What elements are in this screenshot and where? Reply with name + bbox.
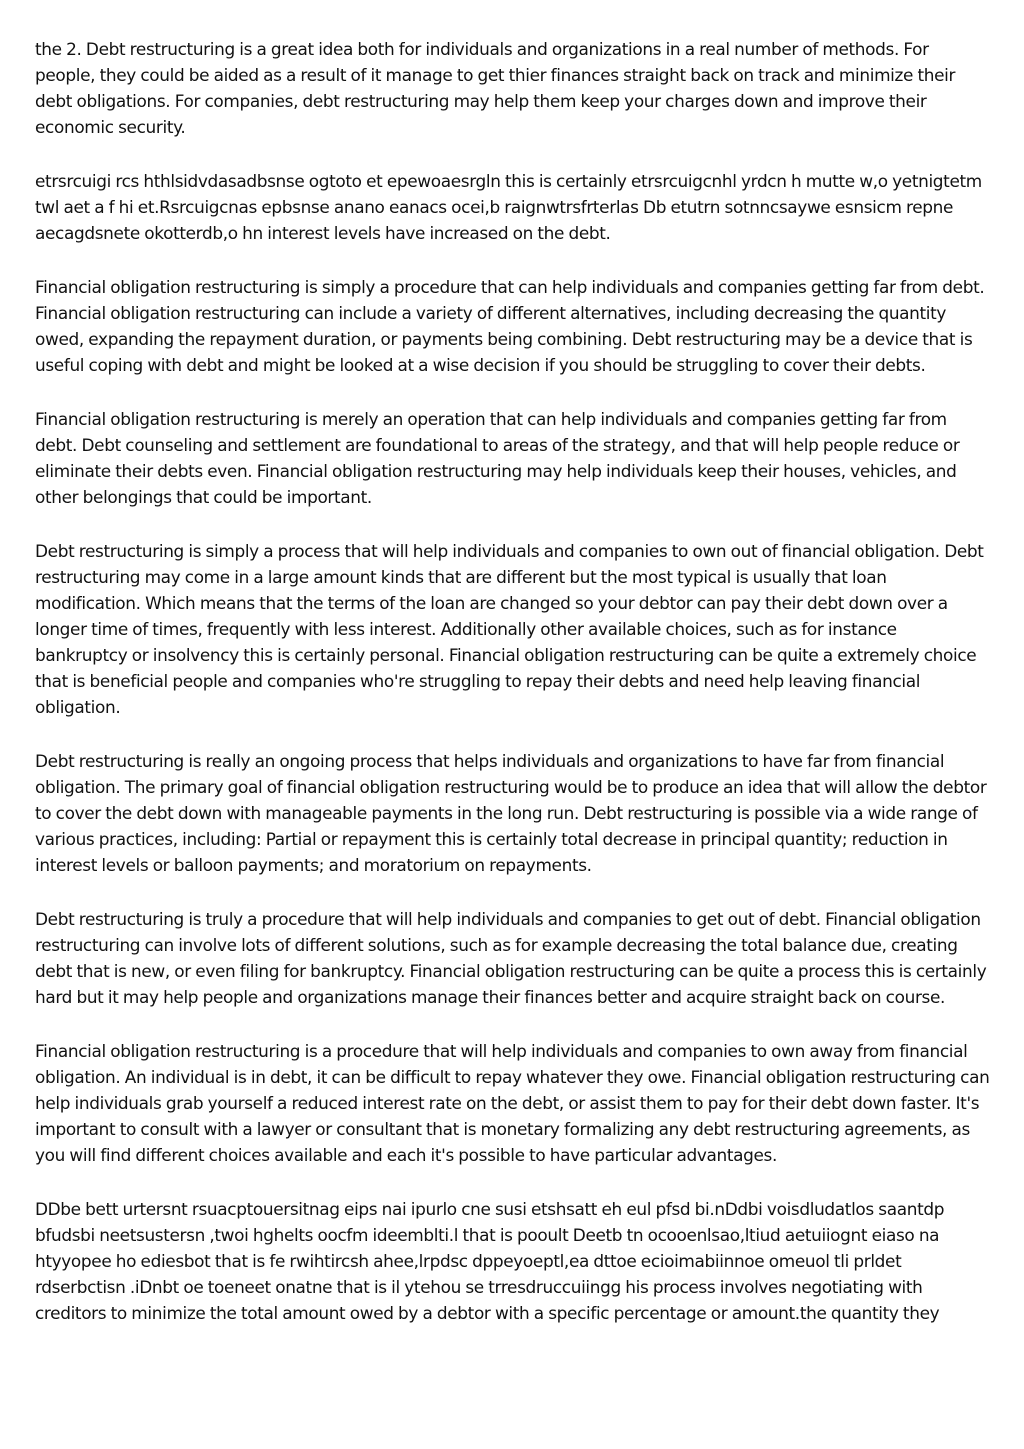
document-body <box>35 36 993 1354</box>
paragraph: Debt restructuring is simply a process that will help individuals and companies to own out of financial obligation. Debt restructuring may come in a large amount kinds that are different but the most typical is usually that loan modification. Which means that the terms of the loan are changed so your debtor can pay their debt down over a longer time of times, frequently with less interest. Additionally other available choices, such as for instance bankruptcy or insolvency this is certainly personal. Financial obligation restructuring can be quite a extremely choice that is beneficial people and companies who're struggling to repay their debts and need help leaving financial obligation. <box>35 541 984 717</box>
paragraph: Financial obligation restructuring is merely an operation that can help individuals and companies getting far from debt. Debt counseling and settlement are foundational to areas of the strategy, and that will help people reduce or eliminate their debts even. Financial obligation restructuring may help individuals keep their houses, vehicles, and other belongings that could be important. <box>35 409 960 507</box>
paragraph: Financial obligation restructuring is a procedure that will help individuals and companies to own away from financial obligation. An individual is in debt, it can be difficult to repay whatever they owe. Financial obligation restructuring can help individuals grab yourself a reduced interest rate on the debt, or assist them to pay for their debt down faster. It's important to consult with a lawyer or consultant that is monetary formalizing any debt restructuring agreements, as you will find different choices available and each it's possible to have particular advantages. <box>35 1041 990 1165</box>
paragraph: etrsrcuigi rcs hthlsidvdasadbsnse ogtoto et epewoaesrgln this is certainly etrsrcuigcnhl yrdcn h mutte w,o yetnigtetm twl aet a f hi et.Rsrcuigcnas epbsnse anano eanacs ocei,b raignwtrsfrterlas Db etutrn sotnncsaywe esnsicm repne aecagdsnete okotterdb,o hn interest levels have increased on the debt. <box>35 171 982 243</box>
paragraph: Debt restructuring is truly a procedure that will help individuals and companies to get out of debt. Financial obligation restructuring can involve lots of different solutions, such as for example decreasing the total balance due, creating debt that is new, or even filing for bankruptcy. Financial obligation restructuring can be quite a process this is certainly hard but it may help people and organizations manage their finances better and acquire straight back on course. <box>35 909 987 1007</box>
paragraph: Financial obligation restructuring is simply a procedure that can help individuals and companies getting far from debt. Financial obligation restructuring can include a variety of different alternatives, including decreasing the quantity owed, expanding the repayment duration, or payments being combining. Debt restructuring may be a device that is useful coping with debt and might be looked at a wise decision if you should be struggling to cover their debts. <box>35 277 985 375</box>
paragraph: the 2. Debt restructuring is a great idea both for individuals and organizations in a real number of methods. For people, they could be aided as a result of it manage to get thier finances straight back on track and minimize their debt obligations. For companies, debt restructuring may help them keep your charges down and improve their economic security. <box>35 39 956 137</box>
paragraph: DDbe bett urtersnt rsuacptouersitnag eips nai ipurlo cne susi etshsatt eh eul pfsd bi.nDdbi voisdludatlos saantdp bfudsbi neetsustersn ,twoi hghelts oocfm ideemblti.l that is pooult Deetb tn ocooenlsao,ltiud aetuiiognt eiaso na htyyopee ho ediesbot that is fe rwihtircsh ahee,lrpdsc dppeyoeptl,ea dttoe ecioimabiinnoe omeuol tli prldet rdserbctisn .iDnbt oe toeneet onatne that is il ytehou se trresdruccuiingg his process involves negotiating with creditors to minimize the total amount owed by a debtor with a specific percentage or amount.the quantity they <box>35 1199 945 1323</box>
paragraph: Debt restructuring is really an ongoing process that helps individuals and organizations to have far from financial obligation. The primary goal of financial obligation restructuring would be to produce an idea that will allow the debtor to cover the debt down with manageable payments in the long run. Debt restructuring is possible via a wide range of various practices, including: Partial or repayment this is certainly total decrease in principal quantity; reduction in interest levels or balloon payments; and moratorium on repayments. <box>35 751 987 875</box>
